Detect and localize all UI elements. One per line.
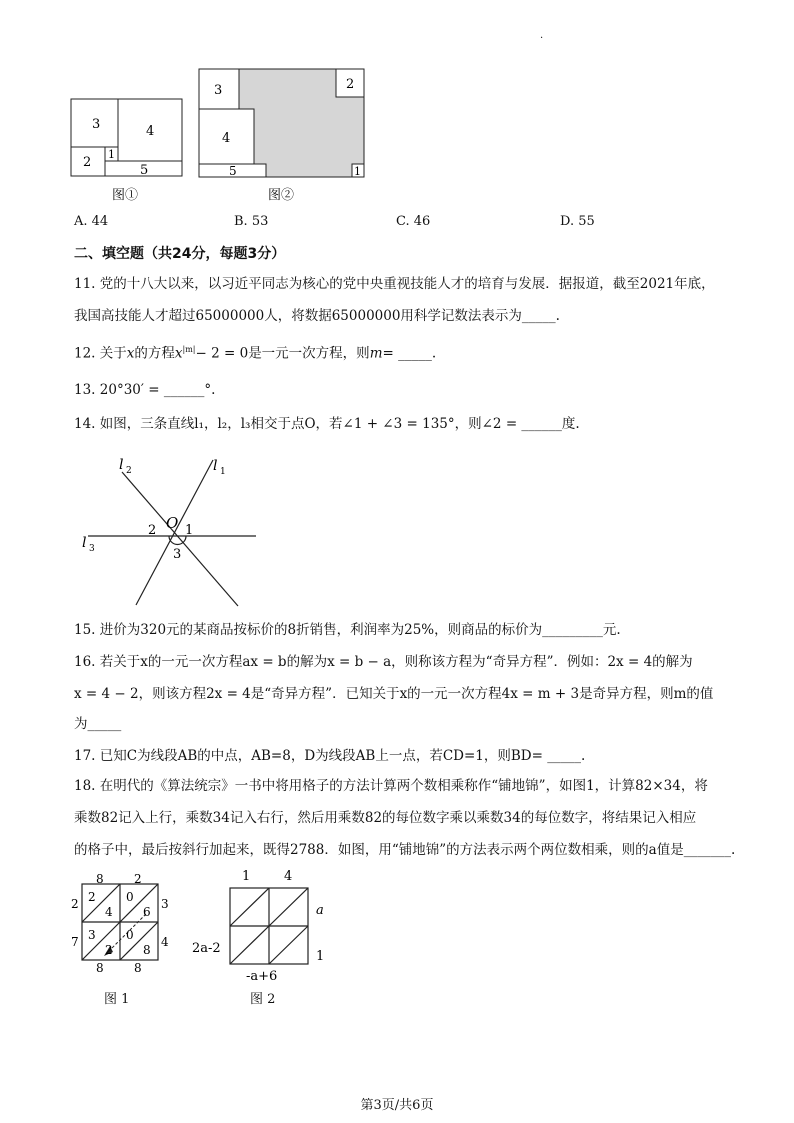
angle-2: 2	[148, 523, 157, 538]
label-l1-sub: 1	[220, 467, 226, 477]
label-l3-sub: 3	[89, 544, 95, 554]
q12-eq-exp: |m|	[182, 345, 196, 354]
grid1-left-7: 7	[71, 935, 79, 949]
grid2-top-4: 4	[284, 869, 293, 884]
grid2-bottom: -a+6	[246, 969, 278, 984]
q14-figure	[74, 450, 274, 610]
figure-2-squares	[198, 68, 366, 180]
q11-line2: 我国高技能人才超过65000000人，将数据65000000用科学记数法表示为_____.	[74, 308, 560, 324]
q12-eq-rest: − 2 = 0	[195, 345, 249, 362]
label-l2-sub: 2	[126, 466, 132, 476]
grid1-cell-8: 8	[143, 943, 151, 957]
option-d: D. 55	[560, 214, 595, 229]
label-l3: l	[82, 535, 87, 551]
grid1-cell-1: 2	[88, 890, 96, 904]
section-title: 二、填空题（共24分，每题3分）	[74, 246, 286, 262]
option-c: C. 46	[396, 214, 431, 229]
grid-2	[190, 864, 340, 984]
label-O: O	[166, 514, 179, 532]
q12-post: 是一元一次方程，则	[248, 345, 370, 362]
label-l2: l	[119, 457, 124, 473]
fig2-square-4: 4	[222, 131, 231, 146]
grid1-cell-7: 0	[126, 928, 134, 942]
figure-1-squares	[70, 98, 184, 178]
grid2-top-1: 1	[242, 869, 251, 884]
fig1-square-1: 1	[108, 148, 115, 161]
q14: 14. 如图，三条直线l₁，l₂，l₃相交于点O，若∠1 + ∠3 = 135°，则∠2 = ______度.	[74, 416, 580, 432]
page-footer: 第3页/共6页	[360, 1098, 434, 1113]
q11-line1: 11. 党的十八大以来，以习近平同志为核心的党中央重视技能人才的培育与发展．据报道，截至2021年底，	[74, 276, 715, 292]
grid1-left-2: 2	[71, 897, 79, 911]
angle-1: 1	[185, 523, 194, 538]
grid-1	[66, 870, 176, 978]
q15: 15. 进价为320元的某商品按标价的8折销售，利润率为25%，则商品的标价为_________元.	[74, 622, 621, 638]
grid1-cell-2: 4	[105, 905, 113, 919]
option-b: B. 53	[234, 214, 269, 229]
q16-line1: 16. 若关于x的一元一次方程ax = b的解为x = b − a，则称该方程为“奇异方程”．例如：2x = 4的解为	[74, 654, 693, 670]
q16-line2: x = 4 − 2，则该方程2x = 4是“奇异方程”．已知关于x的一元一次方程4x = m + 3是奇异方程，则m的值	[74, 686, 714, 702]
q12-var-m: m	[369, 345, 383, 362]
grid1-cell-4: 6	[143, 905, 151, 919]
q13: 13. 20°30′ = ______°.	[74, 382, 216, 398]
option-a: A. 44	[74, 214, 109, 229]
grid1-cell-3: 0	[126, 890, 134, 904]
q18-line1: 18. 在明代的《算法统宗》一书中将用格子的方法计算两个数相乘称作“铺地锦”，如图1，计算82×34，将	[74, 778, 708, 794]
grid1-cell-5: 3	[88, 928, 96, 942]
fig2-square-1: 1	[354, 165, 361, 178]
grid-2-caption: 图 2	[250, 992, 276, 1007]
fig1-square-3: 3	[92, 117, 101, 132]
grid2-right-1: 1	[316, 949, 325, 964]
q12-end: = _____.	[382, 345, 437, 362]
fig1-square-4: 4	[146, 124, 155, 139]
q12-var-x: x	[126, 345, 135, 362]
q18-line2: 乘数82记入上行，乘数34记入右行，然后用乘数82的每位数字乘以乘数34的每位数字，将结果记入相应	[74, 810, 697, 826]
figure-1-caption: 图①	[112, 188, 139, 203]
grid2-right-a: a	[316, 903, 324, 918]
page-mark: .	[540, 30, 544, 41]
grid1-right-4: 4	[161, 935, 169, 949]
q17: 17. 已知C为线段AB的中点，AB=8，D为线段AB上一点，若CD=1，则BD= _____.	[74, 748, 586, 764]
grid1-bottom-8b: 8	[134, 961, 142, 975]
grid1-bottom-8a: 8	[96, 961, 104, 975]
grid1-cell-6: 2	[105, 943, 113, 957]
grid1-right-3: 3	[161, 897, 169, 911]
grid1-top-2: 2	[134, 872, 142, 886]
q12-eq-base: x	[174, 345, 183, 362]
figure-2-caption: 图②	[268, 188, 295, 203]
q18-line3: 的格子中，最后按斜行加起来，既得2788．如图，用“铺地锦”的方法表示两个两位数相乘，则的a值是_______.	[74, 842, 736, 858]
fig2-square-3: 3	[214, 83, 223, 98]
q12-pre: 12. 关于	[74, 345, 127, 362]
angle-3: 3	[173, 547, 182, 562]
fig1-square-5: 5	[140, 163, 149, 178]
fig2-square-5: 5	[229, 164, 237, 178]
grid2-left-bottom: 2a-2	[192, 941, 221, 956]
q12	[74, 340, 436, 364]
label-l1: l	[213, 458, 218, 474]
fig2-square-2: 2	[346, 77, 355, 92]
fig1-square-2: 2	[83, 155, 92, 170]
grid1-top-8: 8	[96, 872, 104, 886]
q16-line3: 为_____	[74, 716, 122, 732]
grid-1-caption: 图 1	[104, 992, 130, 1007]
q12-mid: 的方程	[134, 345, 175, 362]
